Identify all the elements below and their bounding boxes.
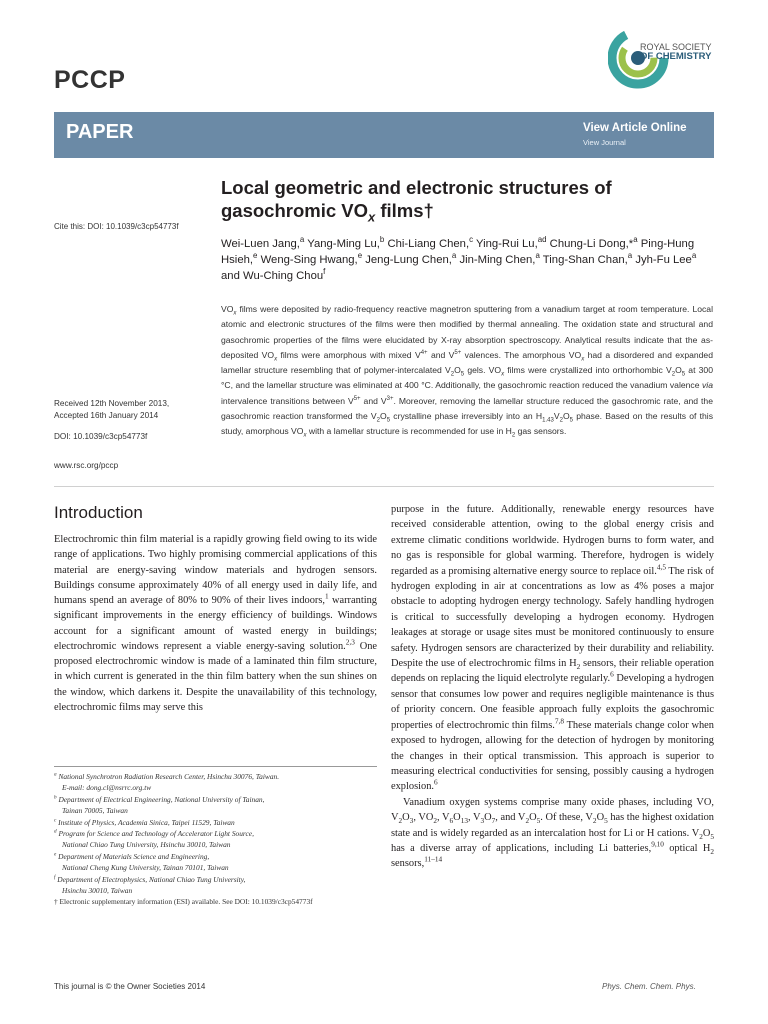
author-list: Wei-Luen Jang,$^a$ Yang-Ming Lu,$^b$ Chi-Liang Chen,$^c$ Ying-Rui Lu,$^{ad}$ Chung-Li Dong,*$^a$ Ping-Hung Hsieh,$^e$ Weng-Sing Hwang,$^e$ Jeng-Lung Chen,$^a$ Jin-Ming Chen,$^a$ Ting-Shan Chan,$^a$ Jyh-Fu Lee$^a$ and Wu-Ching Chou$^f$ [221,235,697,282]
footnote-f: $^f$ Department of Electrophysics, National Chiao Tung University, [54,874,246,884]
banner-label: PAPER [66,121,134,143]
journal-website-link[interactable]: www.rsc.org/pccp [54,461,119,470]
intro-paragraph-1: Electrochromic thin film material is a rapidly growing field owing to its wide range of applications. Two highly promising commercial applications of this material are energy-saving window materials and hydrogen sensors. Buildings consume approximately 40% of all energy used in daily life, and humans spend an average of 80% to 90% of their lives indoors,$^1$ warranting significant improvements in the energy efficiency of buildings. Windows account for a significant amount of wasted energy in buildings; electrochromic windows represent a viable energy-saving solution.$^{2,3}$ One proposed electrochromic window is made of a laminated thin film structure, in which current is generated in the thin film battery when the sun shines on the window, which darkens it. Despite the unavailability of this technology, electrochromic films may serve this [54,534,378,713]
footnote-d: $^d$ Program for Science and Technology of Accelerator Light Source, [54,828,254,839]
footnote-f-cont: Hsinchu 30010, Taiwan [62,886,133,896]
footnote-a-email: E-mail: dong.cl@nsrrc.org.tw [62,783,152,793]
footnote-d-cont: National Chiao Tung University, Hsinchu 30010, Taiwan [62,840,231,850]
footnote-a: $^a$ National Synchrotron Radiation Research Center, Hsinchu 30076, Taiwan. [54,771,280,781]
publisher-name [640,42,712,62]
cite-doi: DOI: 10.1039/c3cp54773f [87,222,179,231]
cite-this [54,222,179,231]
footnote-e-cont: National Cheng Kung University, Tainan 70101, Taiwan [62,863,229,873]
intro-paragraph-2: purpose in the future. Additionally, renewable energy resources have received considerable attention, owing to the global energy crisis and extreme climatic conditions worldwide. Hydrogen burns to form water, and no gas is responsible for global warming. Therefore, hydrogen is widely regarded as a promising alternative energy source to replace oil.$^{4,5}$ The risk of hydrogen exploding in air at concentrations as low as 4% poses a major obstacle to adopting hydrogen energy technology. Safely handling hydrogen is critical to successfully developing a hydrogen economy. Hydrogen leakages at storage or usage sites must be monitored continuously to ensure safety. Hydrogen sensors are characterized by their durability and reliability. Despite the use of electrochromic films in $H_2$ sensors, their reliable operation depends on replacing the liquid electrolyte regularly.$^6$ Developing a hydrogen sensor that consumes low power and requires negligible maintenance is thus of priority concern. One feasible approach fully exploits the gasochromic properties of electrochromic thin films.$^{7,8}$ These materials change color when exposed to hydrogen, allowing for the detection of hydrogen by monitoring the changes in their optical transmission. This approach is superior to measuring electrical conductivities for sensing, possibly causing a hydrogen explosion.$^6$ [391,504,714,793]
received-dates [54,398,214,421]
footnote-b-cont: Tainan 70005, Taiwan [62,806,128,816]
publisher-line-2: OF CHEMISTRY [640,51,712,62]
view-article-online-link[interactable]: View Article Online [583,122,687,134]
abstract: $VO_x$ films were deposited by radio-frequency reactive magnetron sputtering from a vanadium target at room temperature. Local atomic and electronic structures of the films were then modified by thermal annealing. The oxidation state and structural and gasochromic properties of the films were elucidated by X-ray absorption spectroscopy. Analytical results indicate that the as-deposited $VO_x$ films were amorphous with mixed $V^{4+}$ and $V^{5+}$ valences. The amorphous $VO_x$ had a disordered and expanded lamellar structure resembling that of polymer-intercalated $V_2O_5$ gels. $VO_x$ films were crystallized into orthorhombic $V_2O_5$ at 300 °C, and the lamellar structure was eliminated at 400 °C. Additionally, the gasochromic reaction reduced the vanadium valence via intervalence transitions between $V^{5+}$ and $V^{3+}$. Moreover, removing the lamellar structure reduced the gasochromic rate, and the gasochromic reaction transformed the $V_2O_5$ crystalline phase irreversibly into an $H_{1.43}V_2O_5$ phase. Based on the results of this study, amorphous $VO_x$ with a lamellar structure is recommended for use in $H_2$ gas sensors. [221,304,714,440]
intro-right-column [391,502,714,872]
footnote-b: $^b$ Department of Electrical Engineering, National University of Tainan, [54,794,265,804]
footnote-c: $^c$ Institute of Physics, Academia Sinica, Taipei 11529, Taiwan [54,817,235,827]
section-divider [54,486,714,487]
journal-name: PCCP [54,66,126,94]
affiliation-footnotes [54,771,377,908]
introduction-heading: Introduction [54,503,143,522]
publisher-line-1: ROYAL SOCIETY [640,42,712,52]
received-date: Received 12th November 2013, [54,399,170,408]
footnote-e: $^e$ Department of Materials Science and Engineering, [54,851,210,861]
intro-left-column [54,532,377,715]
footer-copyright: This journal is © the Owner Societies 2014 [54,982,206,991]
doi-sidebar[interactable]: DOI: 10.1039/c3cp54773f [54,432,148,441]
footnote-rule [54,766,377,767]
paper-banner [54,112,714,158]
intro-paragraph-3: Vanadium oxygen systems comprise many oxide phases, including VO, $V_2O_3$, $VO_2$, $V_6O_{13}$, $V_3O_7$, and $V_2O_5$. Of these, $V_2O_5$ has the highest oxidation state and is widely regarded as an intercalation host for Li or H cations. $V_2O_5$ has a diverse array of applications, including Li batteries,$^{9,10}$ optical $H_2$ sensors,$^{11-14}$ [391,796,714,870]
view-journal-link[interactable]: View Journal [583,138,626,147]
accepted-date: Accepted 16th January 2014 [54,410,159,420]
article-title: Local geometric and electronic structures of gasochromic $VO_x$ films† [221,177,612,225]
esi-note: † Electronic supplementary information (ESI) available. See DOI: 10.1039/c3cp54773f [54,897,313,907]
footer-journal: Phys. Chem. Chem. Phys. [602,982,696,991]
cite-label: Cite this: [54,222,86,231]
